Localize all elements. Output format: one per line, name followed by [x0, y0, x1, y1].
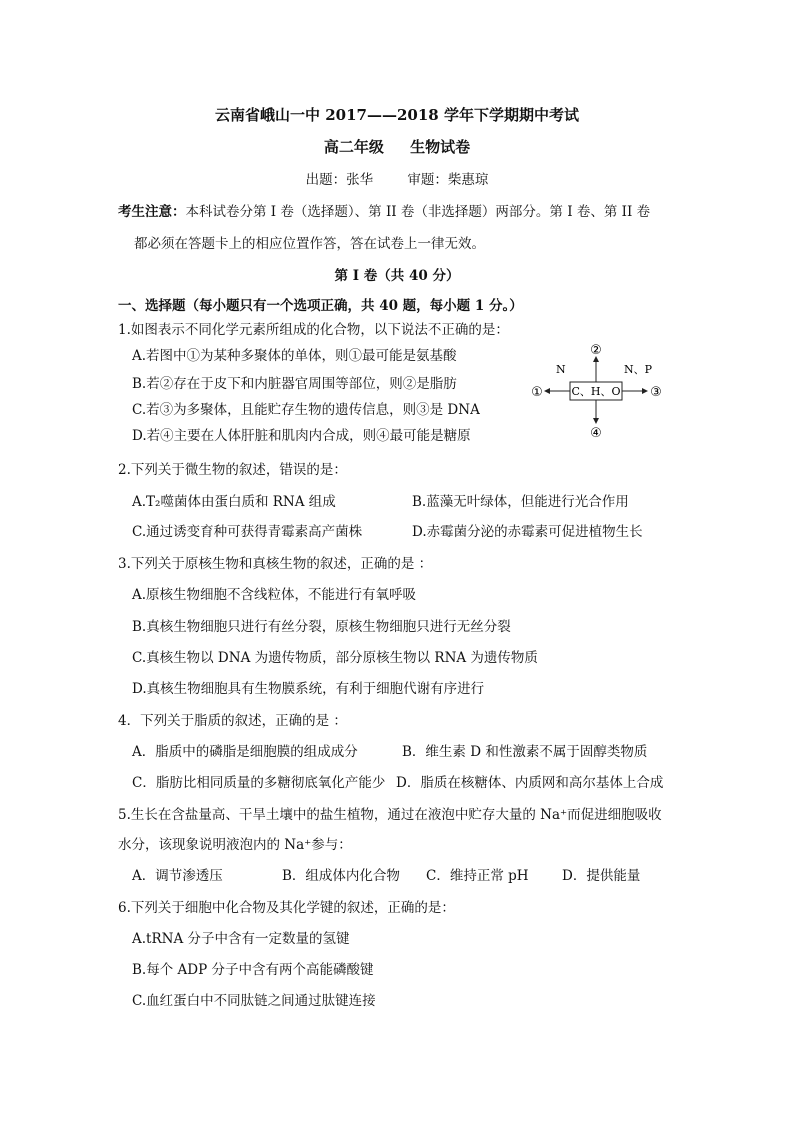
author-line [0, 168, 794, 188]
subject-label: 生物试卷 [410, 138, 471, 156]
question-2-stem: 2.下列关于微生物的叙述，错误的是： [118, 462, 347, 478]
question-6-option-b: B.每个 ADP 分子中含有两个高能磷酸键 [132, 962, 374, 978]
question-5-option-d: D．提供能量 [562, 868, 641, 884]
center-label: C、H、O [571, 385, 621, 398]
question-4-option-a: A．脂质中的磷脂是细胞膜的组成成分 [132, 744, 358, 760]
notice-label: 考生注意： [118, 204, 186, 220]
question-2-option-c: C.通过诱变育种可获得青霉素高产菌株 [132, 524, 363, 540]
question-5-option-c: C．维持正常 pH [426, 868, 529, 884]
question-4-option-b: B．维生素 D 和性激素不属于固醇类物质 [402, 744, 648, 760]
exam-subtitle [0, 136, 794, 157]
question-4-option-d: D．脂质在核糖体、内质网和高尔基体上合成 [396, 775, 664, 791]
question-2-option-a: A.T₂噬菌体由蛋白质和 RNA 组成 [132, 494, 336, 510]
question-3-option-d: D.真核生物细胞具有生物膜系统，有利于细胞代谢有序进行 [132, 681, 485, 697]
left-element-label: N [556, 363, 566, 376]
question-4-stem: 4．下列关于脂质的叙述，正确的是 ： [118, 713, 347, 729]
question-5-stem-line-1: 5.生长在含盐量高、干旱土壤中的盐生植物，通过在液泡中贮存大量的 Na⁺而促进细胞吸收 [118, 807, 662, 823]
question-1-option-a: A.若图中①为某种多聚体的单体，则①最可能是氨基酸 [132, 348, 457, 364]
question-2-option-d: D.赤霉菌分泌的赤霉素可促进植物生长 [412, 524, 643, 540]
question-5-option-b: B．组成体内化合物 [282, 868, 400, 884]
question-1-option-d: D.若④主要在人体肝脏和肌肉内合成，则④最可能是糖原 [132, 428, 471, 444]
question-6-option-a: A.tRNA 分子中含有一定数量的氢键 [132, 931, 350, 947]
question-1-option-c: C.若③为多聚体，且能贮存生物的遗传信息，则③是 DNA [132, 402, 480, 418]
notice-text-1: 本科试卷分第 I 卷（选择题）、第 II 卷（非选择题）两部分。第 I 卷、第 II 卷 [185, 204, 651, 220]
question-3-option-c: C.真核生物以 DNA 为遗传物质，部分原核生物以 RNA 为遗传物质 [132, 650, 538, 666]
question-4-option-c: C．脂肪比相同质量的多糖彻底氧化产能少 [132, 775, 386, 791]
exam-title: 云南省峨山一中 2017——2018 学年下学期期中考试 [215, 106, 579, 124]
notice-line-2: 都必须在答题卡上的相应位置作答，答在试卷上一律无效。 [134, 236, 485, 252]
question-1-option-b: B.若②存在于皮下和内脏器官周围等部位，则②是脂肪 [132, 376, 457, 392]
question-5-stem-line-2: 水分，该现象说明液泡内的 Na⁺参与： [118, 837, 352, 853]
grade-label: 高二年级 [323, 138, 384, 156]
node-3-label: ③ [650, 385, 662, 400]
element-compound-diagram [530, 340, 670, 440]
node-1-label: ① [531, 385, 543, 400]
node-2-label: ② [590, 343, 602, 358]
node-4-label: ④ [590, 426, 602, 440]
reviewer-label: 审题：柴惠琼 [407, 172, 489, 188]
question-2-option-b: B.蓝藻无叶绿体，但能进行光合作用 [412, 494, 629, 510]
question-6-option-c: C.血红蛋白中不同肽链之间通过肽键连接 [132, 993, 376, 1009]
notice-line-1 [118, 200, 650, 220]
question-3-option-b: B.真核生物细胞只进行有丝分裂，原核生物细胞只进行无丝分裂 [132, 619, 511, 635]
part1-heading: 第 I 卷（共 40 分） [334, 268, 460, 284]
question-3-stem: 3.下列关于原核生物和真核生物的叙述，正确的是 ： [118, 556, 433, 572]
right-element-label: N、P [624, 363, 653, 376]
section1-heading: 一、选择题（每小题只有一个选项正确，共 40 题，每小题 1 分。） [118, 298, 523, 314]
question-3-option-a: A.原核生物细胞不含线粒体，不能进行有氧呼吸 [132, 587, 417, 603]
question-1-stem: 1.如图表示不同化学元素所组成的化合物，以下说法不正确的是： [118, 322, 509, 338]
question-5-option-a: A．调节渗透压 [132, 868, 223, 884]
author-label: 出题：张华 [305, 172, 374, 188]
question-6-stem: 6.下列关于细胞中化合物及其化学键的叙述，正确的是： [118, 900, 455, 916]
